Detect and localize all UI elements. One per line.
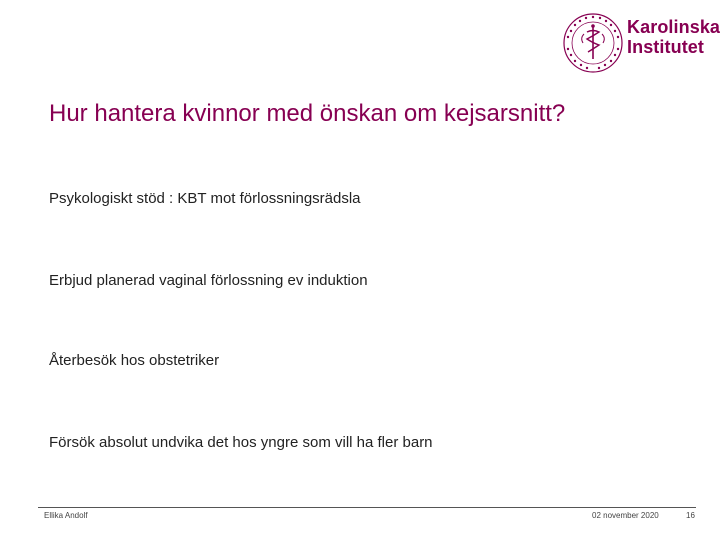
logo-wordmark — [627, 17, 720, 57]
page-number: 16 — [686, 511, 695, 520]
ki-seal-icon — [562, 12, 624, 74]
bullet-item: Försök absolut undvika det hos yngre som vill ha fler barn — [49, 434, 433, 451]
footer-date: 02 november 2020 — [592, 511, 659, 520]
logo-line-2: Institutet — [627, 37, 704, 57]
karolinska-logo — [562, 12, 720, 74]
bullet-item: Psykologiskt stöd : KBT mot förlossningsrädsla — [49, 190, 361, 207]
bullet-item: Återbesök hos obstetriker — [49, 352, 220, 369]
slide-title: Hur hantera kvinnor med önskan om kejsarsnitt? — [49, 100, 566, 127]
footer-divider — [38, 507, 696, 508]
bullet-item: Erbjud planerad vaginal förlossning ev induktion — [49, 272, 368, 289]
footer-author: Ellika Andolf — [44, 511, 88, 520]
logo-line-1: Karolinska — [627, 17, 720, 37]
